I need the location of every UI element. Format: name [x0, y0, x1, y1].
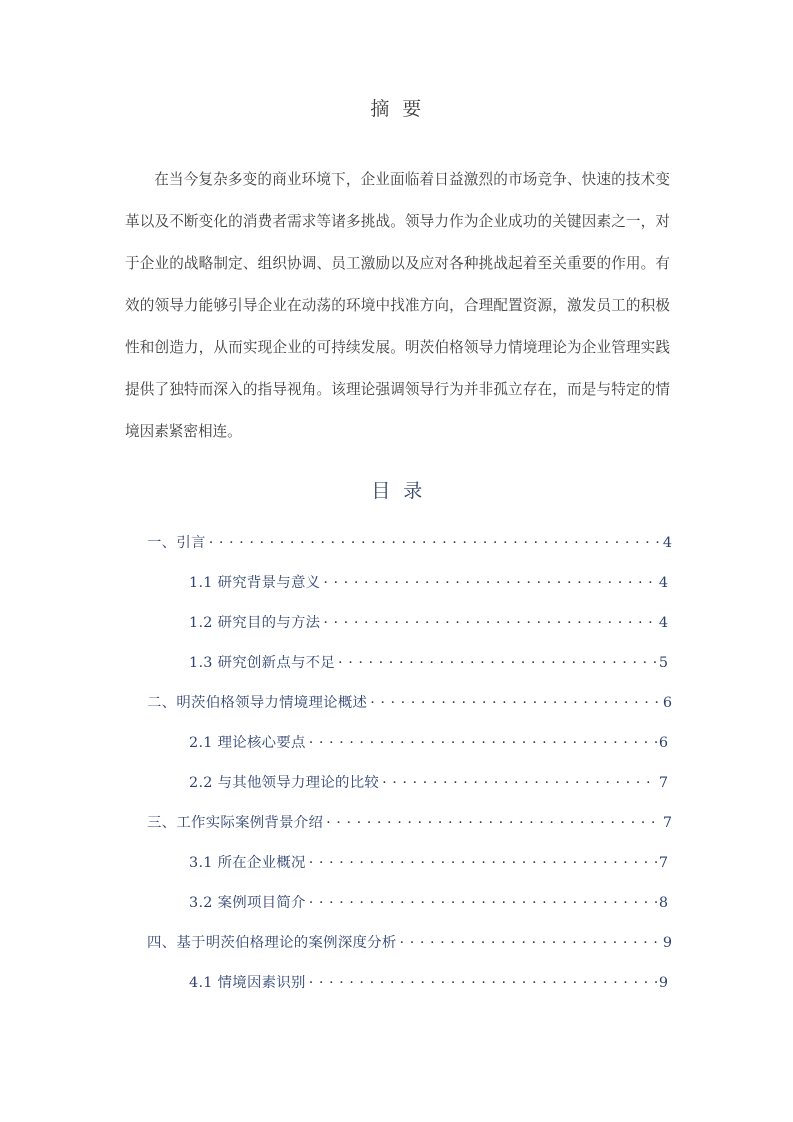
toc-leader-dots — [309, 852, 657, 866]
toc-entry-page-number: 7 — [658, 774, 668, 791]
toc-leader-dots — [309, 972, 657, 986]
toc-entry[interactable] — [125, 971, 672, 1011]
toc-entry-page-number: 9 — [662, 934, 672, 951]
toc-entry-label: 2.1 理论核心要点 — [189, 734, 306, 751]
toc-entry-label: 1.2 研究目的与方法 — [189, 614, 321, 631]
table-of-contents — [125, 478, 672, 1011]
toc-entry-page-number: 7 — [662, 814, 672, 831]
toc-entry[interactable] — [125, 771, 672, 811]
toc-entry[interactable] — [125, 931, 672, 971]
toc-entry-label: 一、引言 — [147, 534, 206, 551]
toc-entry-label: 3.1 所在企业概况 — [189, 854, 306, 871]
toc-leader-dots — [338, 652, 657, 666]
toc-leader-dots — [400, 932, 661, 946]
toc-entry-label: 四、基于明茨伯格理论的案例深度分析 — [147, 934, 397, 951]
toc-entry[interactable] — [125, 731, 672, 771]
toc-entry-page-number: 8 — [658, 894, 668, 911]
toc-entry-page-number: 9 — [658, 974, 668, 991]
toc-entry[interactable] — [125, 651, 672, 691]
toc-heading: 目 录 — [371, 480, 426, 502]
toc-entry[interactable] — [125, 571, 672, 611]
toc-leader-dots — [209, 532, 661, 546]
toc-leader-dots — [323, 572, 656, 586]
toc-entry-label: 1.1 研究背景与意义 — [189, 574, 321, 591]
toc-list — [125, 505, 672, 1011]
toc-entry[interactable] — [125, 691, 672, 731]
toc-entry-label: 1.3 研究创新点与不足 — [189, 654, 336, 671]
toc-entry-label: 3.2 案例项目简介 — [189, 894, 306, 911]
toc-entry[interactable] — [125, 851, 672, 891]
toc-leader-dots — [370, 692, 661, 706]
toc-entry-page-number: 5 — [658, 654, 668, 671]
toc-entry-page-number: 4 — [662, 534, 672, 551]
toc-leader-dots — [326, 812, 661, 826]
toc-entry-label: 4.1 情境因素识别 — [189, 974, 306, 991]
toc-entry-label: 二、明茨伯格领导力情境理论概述 — [147, 694, 368, 711]
toc-entry[interactable] — [125, 531, 672, 571]
abstract-section — [125, 96, 670, 453]
toc-entry-label: 三、工作实际案例背景介绍 — [147, 814, 324, 831]
toc-leader-dots — [309, 892, 657, 906]
toc-leader-dots — [382, 772, 657, 786]
toc-entry-page-number: 4 — [658, 614, 668, 631]
toc-entry-label: 2.2 与其他领导力理论的比较 — [189, 774, 380, 791]
toc-leader-dots — [309, 732, 657, 746]
toc-entry-page-number: 6 — [658, 734, 668, 751]
toc-leader-dots — [323, 612, 656, 626]
toc-entry[interactable] — [125, 611, 672, 651]
toc-entry-page-number: 4 — [658, 574, 668, 591]
toc-entry[interactable] — [125, 811, 672, 851]
toc-entry-page-number: 6 — [662, 694, 672, 711]
abstract-heading: 摘 要 — [370, 98, 425, 120]
abstract-body-text: 在当今复杂多变的商业环境下，企业面临着日益激烈的市场竞争、快速的技术变革以及不断变化的消费者需求等诸多挑战。领导力作为企业成功的关键因素之一，对于企业的战略制定、组织协调、员工激励以及应对各种挑战起着至关重要的作用。有效的领导力能够引导企业在动荡的环境中找准方向，合理配置资源，激发员工的积极性和创造力，从而实现企业的可持续发展。明茨伯格领导力情境理论为企业管理实践提供了独特而深入的指导视角。该理论强调领导行为并非孤立存在，而是与特定的情境因素紧密相连。 — [125, 170, 670, 440]
toc-entry[interactable] — [125, 891, 672, 931]
toc-entry-page-number: 7 — [658, 854, 668, 871]
